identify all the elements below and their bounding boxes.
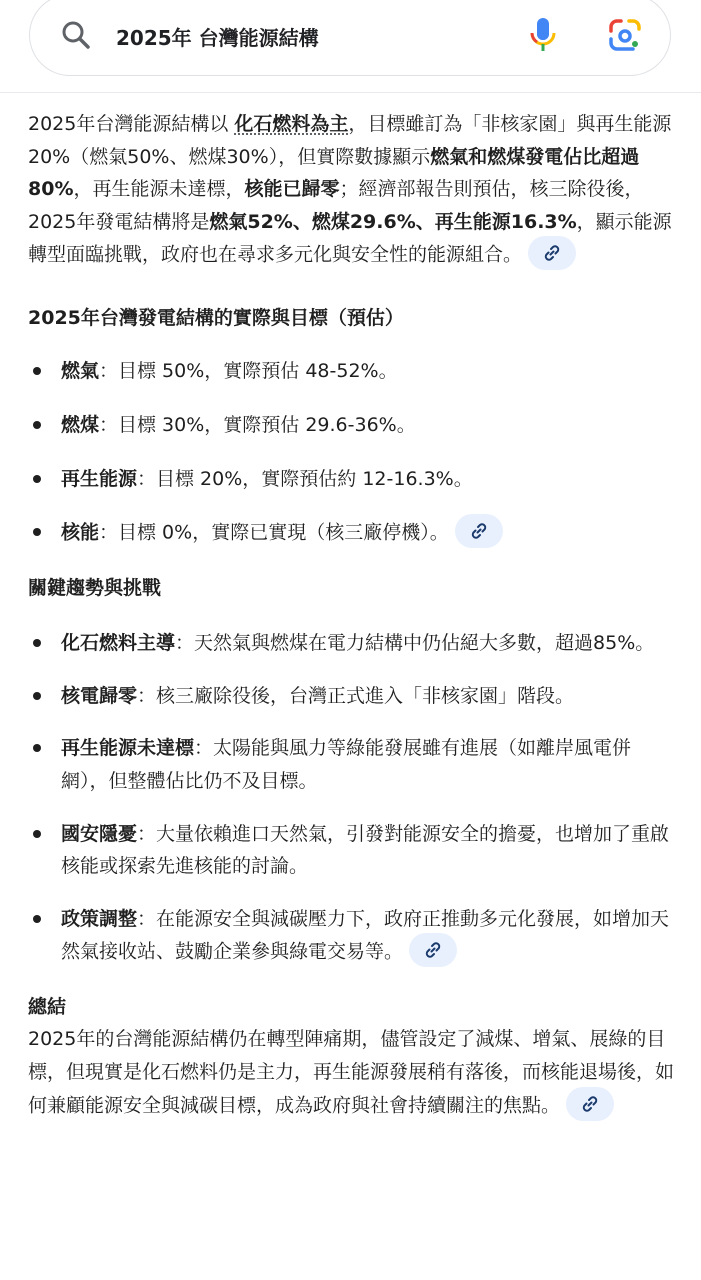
search-icon[interactable] [60,19,92,51]
list-item: 再生能源未達標：太陽能與風力等綠能發展雖有進展（如離岸風電併網），但整體佔比仍不及目標。 [28,732,674,797]
list-item: 國安隱憂：大量依賴進口天然氣，引發對能源安全的擔憂，也增加了重啟核能或探索先進核能的討論。 [28,818,674,883]
link-icon [423,940,443,960]
section-heading-summary: 總結 [28,996,67,1019]
structure-list [28,355,674,550]
list-item: 核電歸零：核三廠除役後，台灣正式進入「非核家園」階段。 [28,680,674,713]
link-icon [542,243,562,263]
list-item: 燃氣：目標 50%，實際預估 48-52%。 [28,355,674,388]
ai-overview-content [28,108,674,1123]
section-heading-structure: 2025年台灣發電結構的實際與目標（預估） [28,307,404,330]
list-item: 核能：目標 0%，實際已實現（核三廠停機）。 [28,516,674,550]
google-lens-icon[interactable] [607,17,643,53]
section-heading-trends: 關鍵趨勢與挑戰 [28,577,162,600]
highlight-fossil[interactable]: 化石燃料為主 [234,113,349,135]
list-item: 政策調整：在能源安全與減碳壓力下，政府正推動多元化發展，如增加天然氣接收站、鼓勵企業參與綠電交易等。 [28,903,674,970]
link-icon [580,1094,600,1114]
list-item: 燃煤：目標 30%，實際預估 29.6-36%。 [28,409,674,442]
summary-paragraph: 2025年的台灣能源結構仍在轉型陣痛期，儘管設定了減煤、增氣、展綠的目標，但現實是化石燃料仍是主力，再生能源發展稍有落後，而核能退場後，如何兼顧能源安全與減碳目標，成為政府與社會持續關注的焦點。 [28,1023,674,1122]
source-link-button[interactable] [566,1087,614,1121]
search-header [0,0,701,93]
search-bar[interactable] [29,0,671,76]
source-link-button[interactable] [455,514,503,548]
list-item: 再生能源：目標 20%，實際預估約 12-16.3%。 [28,463,674,496]
trends-list [28,627,674,969]
source-link-button[interactable] [528,236,576,270]
list-item: 化石燃料主導：天然氣與燃煤在電力結構中仍佔絕大多數，超過85%。 [28,627,674,660]
intro-paragraph: 2025年台灣能源結構以 化石燃料為主，目標雖訂為「非核家園」與再生能源20%（燃氣50%、燃煤30%），但實際數據顯示燃氣和燃煤發電佔比超過80%，再生能源未達標，核能已歸零；經濟部報告則預估，核三除役後，2025年發電結構將是燃氣52%、燃煤29.6%、再生能源16.3%，顯示能源轉型面臨挑戰，政府也在尋求多元化與安全性的能源組合。 [28,108,674,272]
link-icon [469,521,489,541]
search-input[interactable]: 2025年 台灣能源結構 [116,26,319,50]
mic-icon[interactable] [527,17,559,53]
source-link-button[interactable] [409,933,457,967]
